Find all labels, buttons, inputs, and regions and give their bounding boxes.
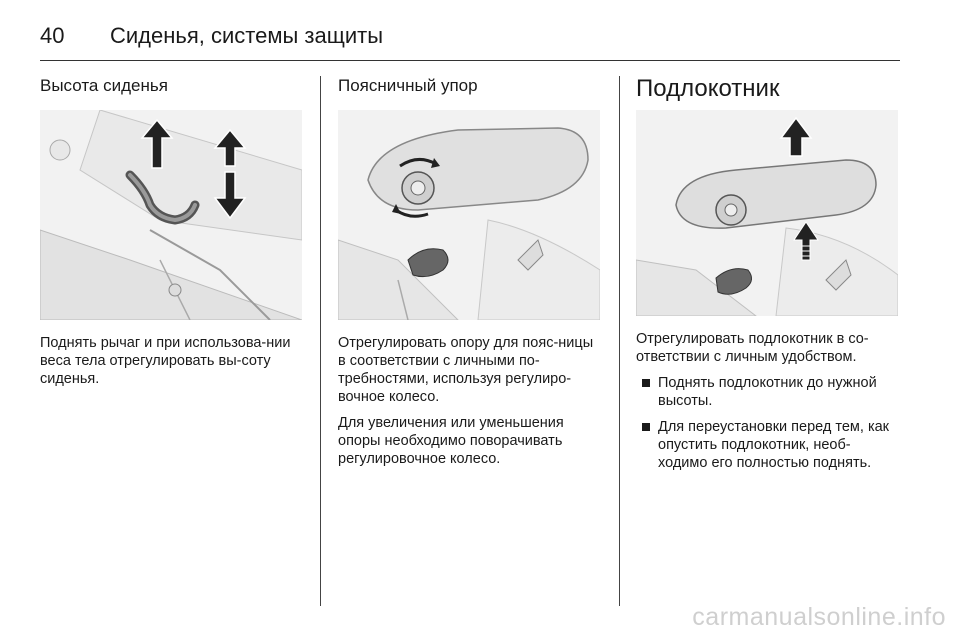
column-divider-1 <box>320 76 321 606</box>
page-header <box>40 16 900 56</box>
section-seat-height <box>40 74 302 396</box>
square-bullet-icon <box>642 379 650 387</box>
square-bullet-icon <box>642 423 650 431</box>
section-armrest <box>636 74 900 480</box>
section-paragraph: Отрегулировать подлокотник в со-ответствии с личным удобством. <box>636 331 869 365</box>
column-divider-2 <box>619 76 620 606</box>
page-title: Сиденья, системы защиты <box>110 23 384 48</box>
section-heading: Поясничный упор <box>338 76 478 95</box>
lumbar-wheel-illustration-icon <box>338 110 600 320</box>
section-paragraph: Для увеличения или уменьшения опоры необходимо поворачивать регулировочное колесо. <box>338 415 564 467</box>
list-item-text: Для переустановки перед тем, как опустить подлокотник, необ-ходимо его полностью поднять. <box>658 419 890 471</box>
header-divider <box>40 60 900 61</box>
section-heading: Высота сиденья <box>40 76 168 95</box>
seat-height-illustration <box>40 110 302 320</box>
armrest-illustration-icon <box>636 110 898 316</box>
section-heading: Подлокотник <box>636 75 780 102</box>
section-paragraph: Отрегулировать опору для пояс-ницы в соответствии с личными по-требностями, используя регулиро-вочное колесо. <box>338 335 594 405</box>
lumbar-support-illustration <box>338 110 600 320</box>
list-item <box>636 418 900 472</box>
list-item <box>636 374 900 410</box>
section-paragraph: Поднять рычаг и при использова-нии веса тела отрегулировать вы-соту сиденья. <box>40 335 291 387</box>
seat-lever-illustration-icon <box>40 110 302 320</box>
armrest-illustration <box>636 110 898 316</box>
list-item-text: Поднять подлокотник до нужной высоты. <box>658 375 877 409</box>
armrest-instructions-list <box>636 374 900 472</box>
page-number: 40 <box>40 23 65 48</box>
section-lumbar-support <box>338 74 602 476</box>
watermark: carmanualsonline.info <box>692 603 946 631</box>
